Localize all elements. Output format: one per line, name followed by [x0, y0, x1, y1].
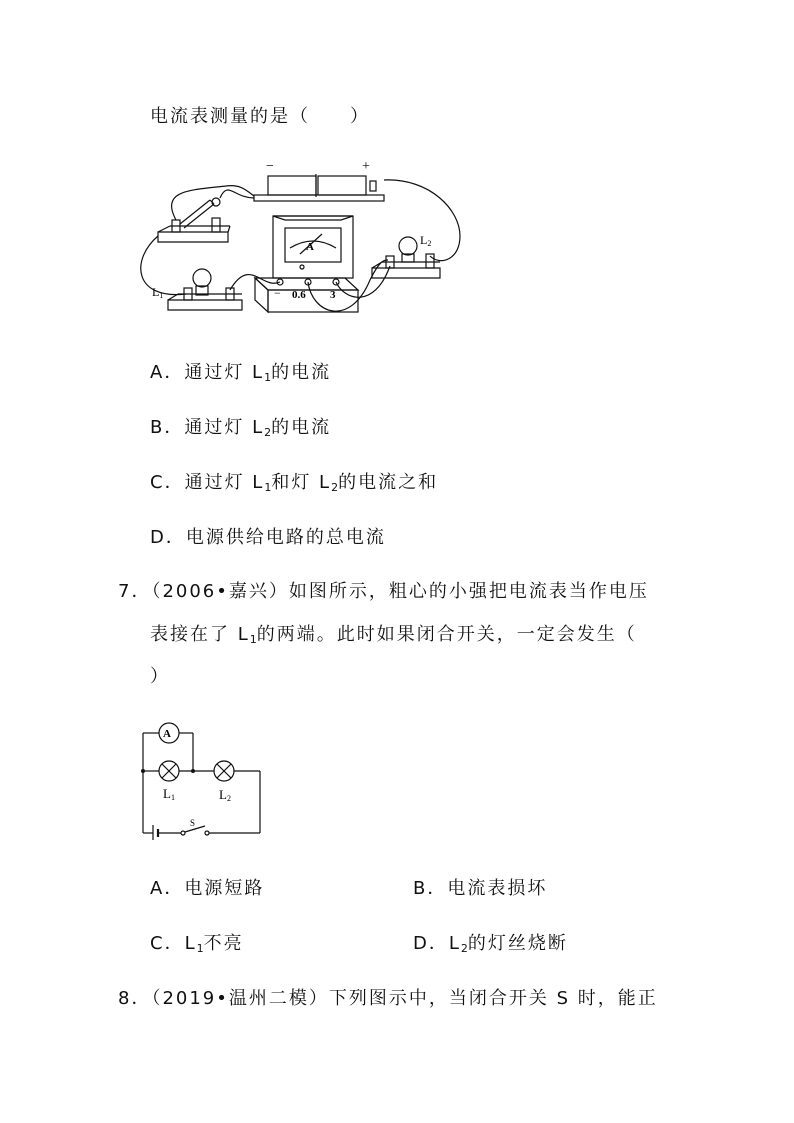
svg-text:0.6: 0.6	[292, 289, 306, 301]
svg-text:A: A	[163, 728, 171, 740]
svg-text:−: −	[274, 286, 281, 300]
lamp-l2-icon	[214, 761, 234, 781]
svg-text:−: −	[266, 159, 274, 174]
q6-option-c[interactable]: C．通过灯 $L_1$和灯 $L_2$的电流之和	[150, 472, 439, 494]
q6-option-a[interactable]: A．通过灯 $L_1$的电流	[150, 362, 332, 384]
knife-switch-icon	[158, 198, 230, 242]
svg-text:A: A	[306, 241, 314, 253]
q7-option-b[interactable]: B．电流表损坏	[413, 878, 548, 899]
lamp-l1-icon	[159, 761, 179, 781]
svg-text:+: +	[362, 159, 370, 174]
q8-stem-line1: 8．（2019•温州二模）下列图示中，当闭合开关 S 时，能正	[118, 988, 658, 1009]
q7-stem-line2: 表接在了 $L_1$的两端。此时如果闭合开关，一定会发生（	[150, 624, 637, 646]
svg-text:L2: L2	[219, 787, 231, 803]
svg-text:L2: L2	[420, 233, 432, 248]
q7-option-d[interactable]: D．$L_2$的灯丝烧断	[413, 933, 568, 955]
q6-stem-tail: 电流表测量的是（ ）	[150, 106, 370, 127]
svg-text:3: 3	[330, 289, 336, 301]
q6-circuit-figure	[130, 150, 470, 330]
q6-option-b[interactable]: B．通过灯 $L_2$的电流	[150, 417, 332, 439]
battery-icon	[153, 825, 158, 840]
q7-option-a[interactable]: A．电源短路	[150, 878, 265, 899]
q7-stem-line3: ）	[150, 666, 170, 687]
q7-option-c[interactable]: C．$L_1$不亮	[150, 933, 244, 955]
svg-text:L1: L1	[163, 786, 175, 802]
svg-text:S: S	[190, 818, 196, 828]
svg-text:L1: L1	[152, 285, 164, 300]
battery-icon	[254, 174, 384, 201]
ammeter-icon	[255, 216, 358, 312]
q7-stem-line1: 7．（2006•嘉兴）如图所示，粗心的小强把电流表当作电压	[118, 581, 649, 602]
q6-option-d[interactable]: D．电源供给电路的总电流	[150, 527, 386, 548]
q7-schematic-figure	[135, 715, 270, 840]
